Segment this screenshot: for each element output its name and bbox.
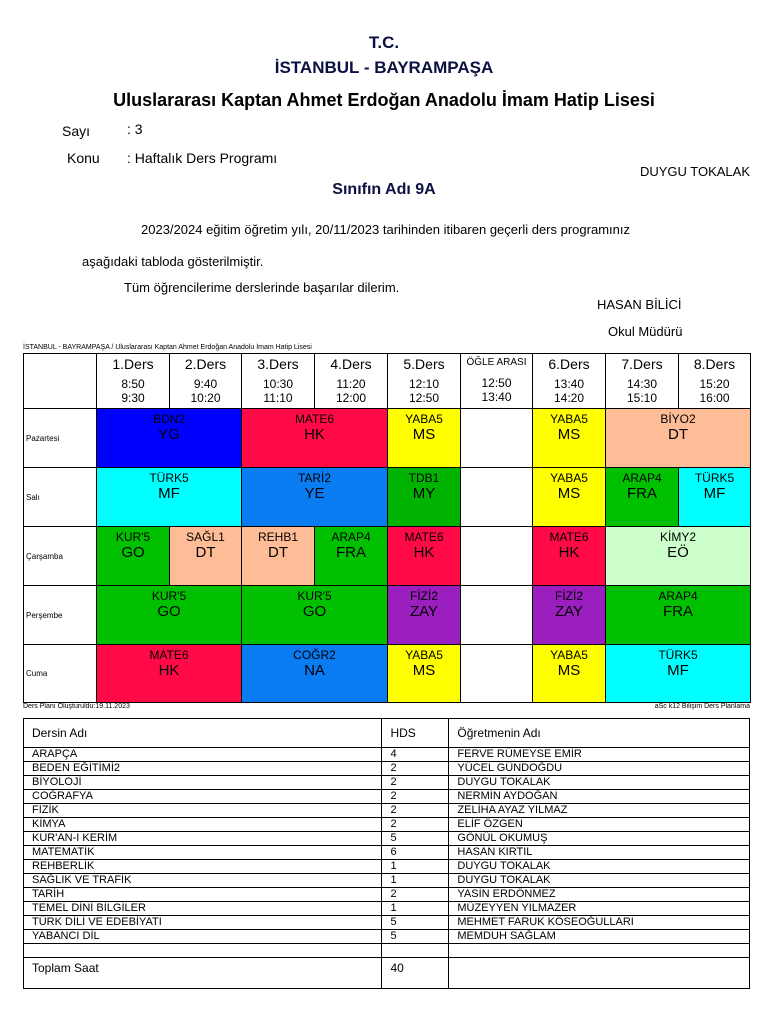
- lunch-break-cell: [460, 585, 533, 645]
- lesson-code: BDN2: [152, 412, 185, 426]
- period-name: 6.Ders: [548, 356, 590, 372]
- subject-name: REHBERLİK: [24, 860, 382, 874]
- subject-hds: 5: [382, 916, 449, 930]
- lesson-teacher: YG: [158, 426, 180, 443]
- total-label: Toplam Saat: [24, 958, 382, 989]
- lesson-teacher: MF: [703, 485, 726, 502]
- intro-line-3: Tüm öğrencilerime derslerinde başarılar dilerim.: [124, 280, 400, 295]
- lesson-teacher: EÖ: [667, 544, 689, 561]
- subject-teacher: HASAN KIRTIL: [449, 846, 750, 860]
- lesson-cell: [532, 408, 606, 468]
- subject-teacher: GÖNÜL OKUMUŞ: [449, 832, 750, 846]
- period-end: 12:00: [335, 391, 367, 405]
- schedule-grid: [23, 353, 750, 702]
- period-header: [314, 353, 388, 409]
- principal-title: Okul Müdürü: [608, 324, 683, 339]
- lesson-teacher: MF: [158, 485, 180, 502]
- lesson-teacher: GO: [121, 544, 145, 561]
- subject-teacher: ZELİHA AYAZ YILMAZ: [449, 804, 750, 818]
- period-start: 14:30: [626, 377, 658, 391]
- lesson-code: BİYO2: [660, 412, 696, 426]
- day-label: Pazartesi: [23, 408, 97, 468]
- subject-name: FİZİK: [24, 804, 382, 818]
- lesson-teacher: HK: [558, 544, 580, 561]
- blank-row: [24, 944, 750, 958]
- subject-teacher: MÜZEYYEN YILMAZER: [449, 902, 750, 916]
- subject-teacher: FERVE RÜMEYSE EMİR: [449, 748, 750, 762]
- lesson-cell: [96, 467, 242, 527]
- subject-name: BEDEN EĞİTİMİ2: [24, 762, 382, 776]
- lesson-teacher: HK: [158, 662, 180, 679]
- period-name: 2.Ders: [184, 356, 227, 372]
- intro-line-1: 2023/2024 eğitim öğretim yılı, 20/11/2023 tarihinden itibaren geçerli ders programınız: [141, 222, 630, 237]
- subject-teacher: DUYGU TOKALAK: [449, 776, 750, 790]
- sayi-label: Sayı: [62, 123, 91, 139]
- subject-name: YABANCI DİL: [24, 930, 382, 944]
- lesson-cell: [241, 526, 315, 586]
- period-end: 10:20: [190, 391, 221, 405]
- lesson-teacher: MS: [412, 662, 436, 679]
- lesson-code: FİZİ2: [409, 589, 438, 603]
- subject-teacher: YASİN ERDÖNMEZ: [449, 888, 750, 902]
- subject-hds: 5: [382, 832, 449, 846]
- subject-name: COĞRAFYA: [24, 790, 382, 804]
- subject-row: [24, 748, 750, 762]
- lesson-code: MATE6: [404, 530, 444, 544]
- lesson-cell: [387, 408, 461, 468]
- header-teacher: Öğretmenin Adı: [449, 719, 750, 748]
- lesson-teacher: FRA: [336, 544, 366, 561]
- period-name: 8.Ders: [693, 356, 736, 372]
- subject-name: TARİH: [24, 888, 382, 902]
- period-header: [532, 353, 606, 409]
- subject-name: TÜRK DİLİ VE EDEBİYATI: [24, 916, 382, 930]
- subject-row: [24, 930, 750, 944]
- period-start: 13:40: [553, 377, 585, 391]
- lesson-teacher: ZAY: [409, 603, 439, 620]
- subject-row: [24, 762, 750, 776]
- lesson-cell: [96, 644, 242, 703]
- subject-hds: 1: [382, 860, 449, 874]
- schedule-footer-right: aSc k12 Bilişim Ders Planlama: [654, 703, 750, 710]
- header-tc: T.C.: [368, 33, 400, 52]
- lesson-teacher: MS: [557, 662, 581, 679]
- lesson-cell: [605, 585, 751, 645]
- subject-row: [24, 874, 750, 888]
- subject-row: [24, 860, 750, 874]
- lesson-teacher: MY: [412, 485, 436, 502]
- konu-value: : Haftalık Ders Programı: [127, 150, 278, 166]
- period-start: 11:20: [336, 377, 366, 391]
- lesson-code: ARAP4: [331, 530, 371, 544]
- period-name: 3.Ders: [257, 356, 299, 372]
- lesson-cell: [605, 644, 751, 703]
- principal-name: HASAN BİLİCİ: [597, 297, 682, 312]
- intro-line-2: aşağıdaki tabloda gösterilmiştir.: [82, 254, 264, 269]
- lesson-cell: [532, 467, 606, 527]
- lesson-cell: [314, 526, 388, 586]
- lesson-code: MATE6: [294, 412, 335, 426]
- class-title: Sınıfın Adı 9A: [332, 181, 436, 198]
- sayi-value: : 3: [127, 121, 143, 137]
- lesson-cell: [96, 585, 242, 645]
- lesson-code: ARAP4: [622, 471, 662, 485]
- lesson-code: YABA5: [405, 412, 443, 426]
- subject-row: [24, 818, 750, 832]
- period-start: 9:40: [193, 377, 218, 391]
- subject-name: MATEMATİK: [24, 846, 382, 860]
- subject-name: KİMYA: [24, 818, 382, 832]
- subject-teacher: MEMDUH SAĞLAM: [449, 930, 750, 944]
- total-value: 40: [382, 958, 449, 989]
- subject-row: [24, 790, 750, 804]
- period-name: ÖĞLE ARASI: [466, 357, 527, 368]
- subject-hds: 2: [382, 776, 449, 790]
- subject-table: [23, 718, 750, 989]
- lesson-cell: [532, 644, 606, 703]
- header-district: İSTANBUL - BAYRAMPAŞA: [274, 58, 494, 77]
- lesson-teacher: FRA: [663, 603, 693, 620]
- grid-corner: [23, 353, 97, 409]
- subject-row: [24, 832, 750, 846]
- subject-teacher: NERMİN AYDOĞAN: [449, 790, 750, 804]
- period-end: 9:30: [121, 391, 145, 405]
- period-name: 4.Ders: [330, 356, 372, 372]
- lesson-cell: [387, 585, 461, 645]
- period-name: 1.Ders: [112, 356, 154, 372]
- period-header: [241, 353, 315, 409]
- lesson-cell: [605, 408, 751, 468]
- lesson-code: MATE6: [149, 648, 189, 662]
- day-label: Cuma: [23, 644, 97, 703]
- lesson-code: TÜRK5: [694, 471, 735, 485]
- lesson-code: TARİ2: [297, 471, 332, 485]
- lesson-cell: [387, 467, 461, 527]
- day-label: Salı: [23, 467, 97, 527]
- subject-name: KUR'AN-I KERİM: [24, 832, 382, 846]
- lesson-teacher: HK: [413, 544, 435, 561]
- subject-hds: 2: [382, 762, 449, 776]
- lesson-teacher: MS: [557, 426, 581, 443]
- subject-hds: 2: [382, 790, 449, 804]
- subject-row: [24, 846, 750, 860]
- period-end: 13:40: [481, 390, 512, 404]
- lesson-code: MATE6: [549, 530, 589, 544]
- period-header: [605, 353, 679, 409]
- period-start: 15:20: [699, 377, 730, 391]
- subject-row: [24, 916, 750, 930]
- period-start: 8:50: [121, 377, 145, 391]
- lesson-teacher: GO: [157, 603, 181, 620]
- lesson-code: COĞR2: [293, 648, 336, 662]
- subject-teacher: ELİF ÖZGEN: [449, 818, 750, 832]
- lesson-teacher: GO: [302, 603, 327, 620]
- lesson-teacher: NA: [304, 662, 325, 679]
- subject-hds: 2: [382, 804, 449, 818]
- total-row: [24, 958, 750, 989]
- lesson-cell: [605, 467, 679, 527]
- period-end: 14:20: [553, 391, 585, 405]
- subject-row: [24, 776, 750, 790]
- lesson-code: SAĞL1: [186, 530, 225, 544]
- school-name: Uluslararası Kaptan Ahmet Erdoğan Anadolu İmam Hatip Lisesi: [113, 90, 655, 110]
- lesson-teacher: ZAY: [554, 603, 584, 620]
- lesson-code: KUR'5: [151, 589, 187, 603]
- lesson-teacher: MS: [557, 485, 581, 502]
- lunch-break-cell: [460, 467, 533, 527]
- lesson-code: KİMY2: [659, 530, 696, 544]
- lesson-cell: [387, 644, 461, 703]
- period-end: 11:10: [263, 391, 293, 405]
- lesson-cell: [678, 467, 751, 527]
- lesson-code: KUR'5: [115, 530, 151, 544]
- subject-name: ARAPÇA: [24, 748, 382, 762]
- subject-hds: 1: [382, 874, 449, 888]
- lesson-teacher: DT: [668, 426, 688, 443]
- subject-hds: 5: [382, 930, 449, 944]
- lesson-code: TDB1: [408, 471, 440, 485]
- lesson-code: TÜRK5: [658, 648, 698, 662]
- subject-row: [24, 902, 750, 916]
- subject-hds: 4: [382, 748, 449, 762]
- lesson-cell: [532, 526, 606, 586]
- lesson-teacher: FRA: [627, 485, 657, 502]
- period-start: 12:10: [408, 377, 440, 391]
- lesson-teacher: MF: [667, 662, 689, 679]
- lesson-code: KUR'5: [297, 589, 332, 603]
- period-start: 10:30: [262, 377, 294, 391]
- period-header: [460, 353, 533, 409]
- period-header: [678, 353, 751, 409]
- lesson-cell: [241, 585, 388, 645]
- lesson-code: YABA5: [550, 471, 588, 485]
- lesson-cell: [96, 526, 170, 586]
- subject-hds: 1: [382, 902, 449, 916]
- lesson-code: REHB1: [257, 530, 298, 544]
- lesson-teacher: MS: [412, 426, 436, 443]
- lesson-teacher: YE: [304, 485, 325, 502]
- lesson-teacher: DT: [195, 544, 216, 561]
- lesson-cell: [169, 526, 242, 586]
- subject-teacher: DUYGU TOKALAK: [449, 874, 750, 888]
- lesson-code: ARAP4: [658, 589, 698, 603]
- subject-row: [24, 804, 750, 818]
- lesson-teacher: HK: [304, 426, 325, 443]
- period-header: [169, 353, 242, 409]
- lesson-code: YABA5: [550, 648, 588, 662]
- schedule-footer-left: Ders Planı Oluşturuldu:19.11.2023: [23, 703, 130, 710]
- lesson-code: YABA5: [405, 648, 443, 662]
- subject-name: SAĞLIK VE TRAFİK: [24, 874, 382, 888]
- subject-teacher: DUYGU TOKALAK: [449, 860, 750, 874]
- lunch-break-cell: [460, 526, 533, 586]
- subject-teacher: YÜCEL GÜNDOĞDU: [449, 762, 750, 776]
- lesson-cell: [241, 644, 388, 703]
- subject-name: BİYOLOJİ: [24, 776, 382, 790]
- day-label: Çarşamba: [23, 526, 97, 586]
- lesson-code: TÜRK5: [149, 471, 189, 485]
- subject-hds: 2: [382, 888, 449, 902]
- schedule-caption: İSTANBUL - BAYRAMPAŞA / Uluslararası Kaptan Ahmet Erdoğan Anadolu İmam Hatip Lisesi: [23, 344, 312, 351]
- lesson-cell: [605, 526, 751, 586]
- lesson-cell: [387, 526, 461, 586]
- lunch-break-cell: [460, 644, 533, 703]
- lesson-cell: [241, 467, 388, 527]
- lesson-cell: [241, 408, 388, 468]
- period-end: 12:50: [408, 391, 440, 405]
- header-subject: Dersin Adı: [24, 719, 382, 748]
- lunch-break-cell: [460, 408, 533, 468]
- day-label: Perşembe: [23, 585, 97, 645]
- period-header: [387, 353, 461, 409]
- subject-teacher: MEHMET FARUK KÖSEOĞULLARI: [449, 916, 750, 930]
- konu-label: Konu: [67, 150, 100, 166]
- subject-hds: 2: [382, 818, 449, 832]
- period-end: 16:00: [699, 391, 730, 405]
- subject-table-header: [24, 719, 750, 748]
- lesson-cell: [532, 585, 606, 645]
- period-name: 7.Ders: [621, 356, 663, 372]
- subject-name: TEMEL DİNİ BİLGİLER: [24, 902, 382, 916]
- subject-row: [24, 888, 750, 902]
- period-header: [96, 353, 170, 409]
- lesson-code: YABA5: [550, 412, 588, 426]
- teacher-name: DUYGU TOKALAK: [639, 164, 750, 179]
- lesson-code: FİZİ2: [554, 589, 583, 603]
- subject-hds: 6: [382, 846, 449, 860]
- lesson-cell: [96, 408, 242, 468]
- period-end: 15:10: [626, 391, 658, 405]
- lesson-teacher: DT: [268, 544, 288, 561]
- header-hds: HDS: [382, 719, 449, 748]
- period-name: 5.Ders: [403, 356, 445, 372]
- period-start: 12:50: [481, 376, 512, 390]
